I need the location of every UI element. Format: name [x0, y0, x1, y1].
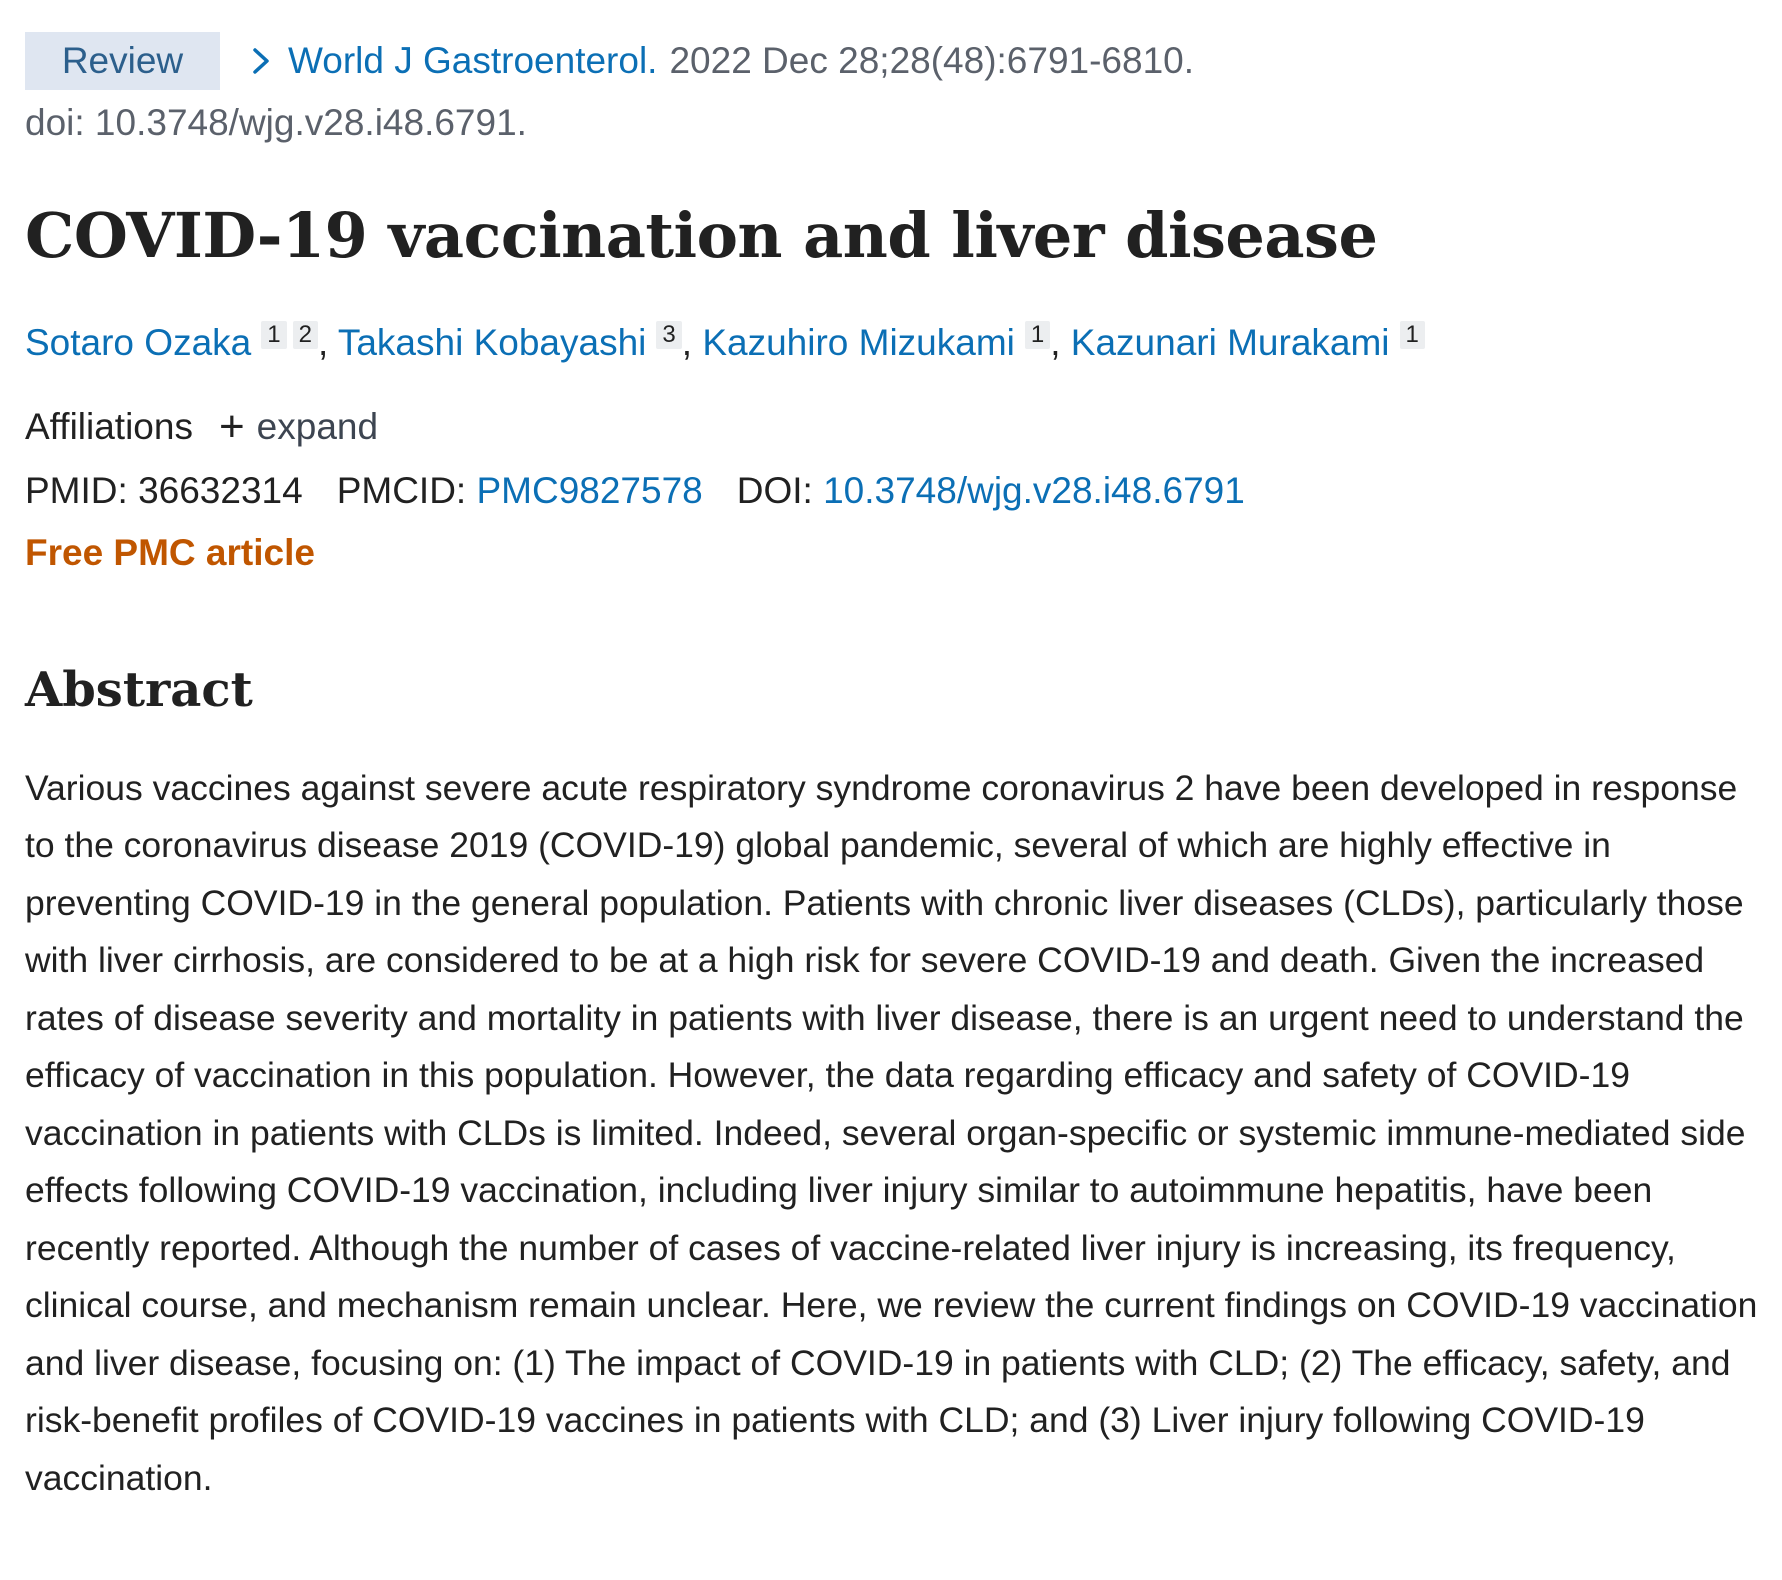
- identifiers-row: [25, 466, 1760, 516]
- article-page: [25, 32, 1760, 1507]
- pmid-label: PMID:: [25, 470, 128, 511]
- affiliations-row: [25, 402, 1760, 452]
- affiliation-number[interactable]: 1: [1400, 321, 1425, 349]
- author-separator: ,: [681, 322, 703, 363]
- author-link[interactable]: Takashi Kobayashi: [337, 322, 647, 363]
- abstract-heading: Abstract: [25, 662, 253, 718]
- affiliations-label: Affiliations: [25, 406, 193, 447]
- plus-icon[interactable]: +: [218, 402, 245, 451]
- journal-link[interactable]: World J Gastroenterol.: [288, 40, 658, 81]
- page-title: COVID-19 vaccination and liver disease: [25, 199, 1378, 272]
- pmcid-label: PMCID:: [336, 470, 467, 511]
- doi-link[interactable]: 10.3748/wjg.v28.i48.6791: [823, 470, 1245, 511]
- authors-list: [25, 318, 1760, 368]
- citation-doi: doi: 10.3748/wjg.v28.i48.6791.: [25, 102, 527, 143]
- author-link[interactable]: Sotaro Ozaka: [25, 322, 252, 363]
- affiliation-number[interactable]: 1: [261, 321, 286, 349]
- citation-details: 2022 Dec 28;28(48):6791-6810.: [669, 40, 1195, 81]
- free-pmc-badge: Free PMC article: [25, 532, 315, 573]
- author-separator: ,: [1050, 322, 1071, 363]
- chevron-right-icon: [244, 44, 278, 78]
- pmcid-link[interactable]: PMC9827578: [476, 470, 703, 511]
- review-badge: Review: [25, 32, 220, 90]
- affiliation-number[interactable]: 1: [1025, 321, 1050, 349]
- author-separator: ,: [317, 322, 338, 363]
- pmid-value: 36632314: [138, 470, 303, 511]
- affiliation-number[interactable]: 2: [293, 321, 318, 349]
- expand-affiliations-button[interactable]: expand: [256, 406, 379, 447]
- affiliation-number[interactable]: 3: [656, 321, 681, 349]
- author-link[interactable]: Kazunari Murakami: [1070, 322, 1390, 363]
- author-link[interactable]: Kazuhiro Mizukami: [702, 322, 1015, 363]
- citation-row: [25, 32, 1760, 90]
- doi-label: DOI:: [736, 470, 813, 511]
- abstract-text: Various vaccines against severe acute respiratory syndrome coronavirus 2 have been developed in response to the coronavirus disease 2019 (COVID-19) global pandemic, several of which are highly effective in preventing COVID-19 in the general population. Patients with chronic liver diseases (CLDs), particularly those with liver cirrhosis, are considered to be at a high risk for severe COVID-19 and death. Given the increased rates of disease severity and mortality in patients with liver disease, there is an urgent need to understand the efficacy of vaccination in this population. However, the data regarding efficacy and safety of COVID-19 vaccination in patients with CLDs is limited. Indeed, several organ-specific or systemic immune-mediated side effects following COVID-19 vaccination, including liver injury similar to autoimmune hepatitis, have been recently reported. Although the number of cases of vaccine-related liver injury is increasing, its frequency, clinical course, and mechanism remain unclear. Here, we review the current findings on COVID-19 vaccination and liver disease, focusing on: (1) The impact of COVID-19 in patients with CLD; (2) The efficacy, safety, and risk-benefit profiles of COVID-19 vaccines in patients with CLD; and (3) Liver injury following COVID-19 vaccination.: [25, 767, 1758, 1498]
